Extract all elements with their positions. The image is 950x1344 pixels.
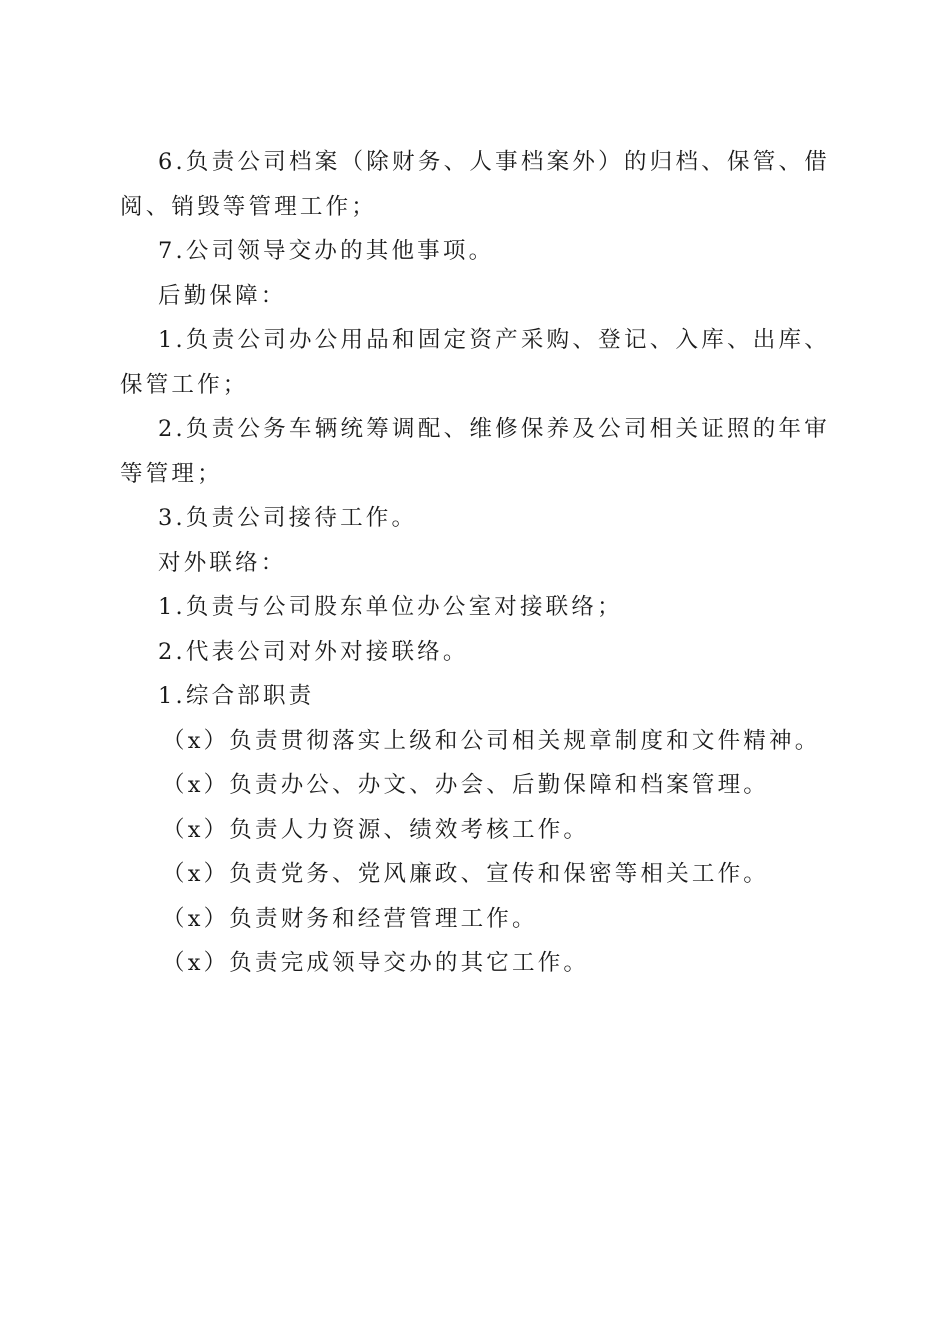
- section-heading-logistics: 后勤保障：: [158, 282, 287, 309]
- list-item-leader-tasks: （x）负责完成领导交办的其它工作。: [162, 950, 590, 976]
- paragraph-other-matters: 7.公司领导交办的其他事项。: [158, 238, 495, 264]
- list-item-office-admin: （x）负责办公、办文、办会、后勤保障和档案管理。: [162, 772, 769, 798]
- list-item-regulations: （x）负责贯彻落实上级和公司相关规章制度和文件精神。: [162, 727, 821, 754]
- paragraph-reception: 3.负责公司接待工作。: [158, 505, 418, 531]
- paragraph-vehicles: 2.负责公务车辆统筹调配、维修保养及公司相关证照的年审等管理；: [120, 416, 830, 487]
- paragraph-office-supplies: 1.负责公司办公用品和固定资产采购、登记、入库、出库、保管工作；: [120, 327, 830, 398]
- section-heading-general-dept: 1.综合部职责: [158, 683, 315, 709]
- document-body: [120, 140, 830, 986]
- list-item-finance: （x）负责财务和经营管理工作。: [162, 905, 538, 932]
- list-item-party-affairs: （x）负责党务、党风廉政、宣传和保密等相关工作。: [162, 861, 769, 887]
- list-item-human-resources: （x）负责人力资源、绩效考核工作。: [162, 816, 590, 843]
- section-heading-external-liaison: 对外联络：: [158, 549, 287, 576]
- paragraph-archive-management: 6.负责公司档案（除财务、人事档案外）的归档、保管、借阅、销毁等管理工作；: [120, 149, 830, 220]
- paragraph-external-liaison: 2.代表公司对外对接联络。: [158, 638, 469, 665]
- paragraph-shareholder-liaison: 1.负责与公司股东单位办公室对接联络；: [158, 594, 623, 620]
